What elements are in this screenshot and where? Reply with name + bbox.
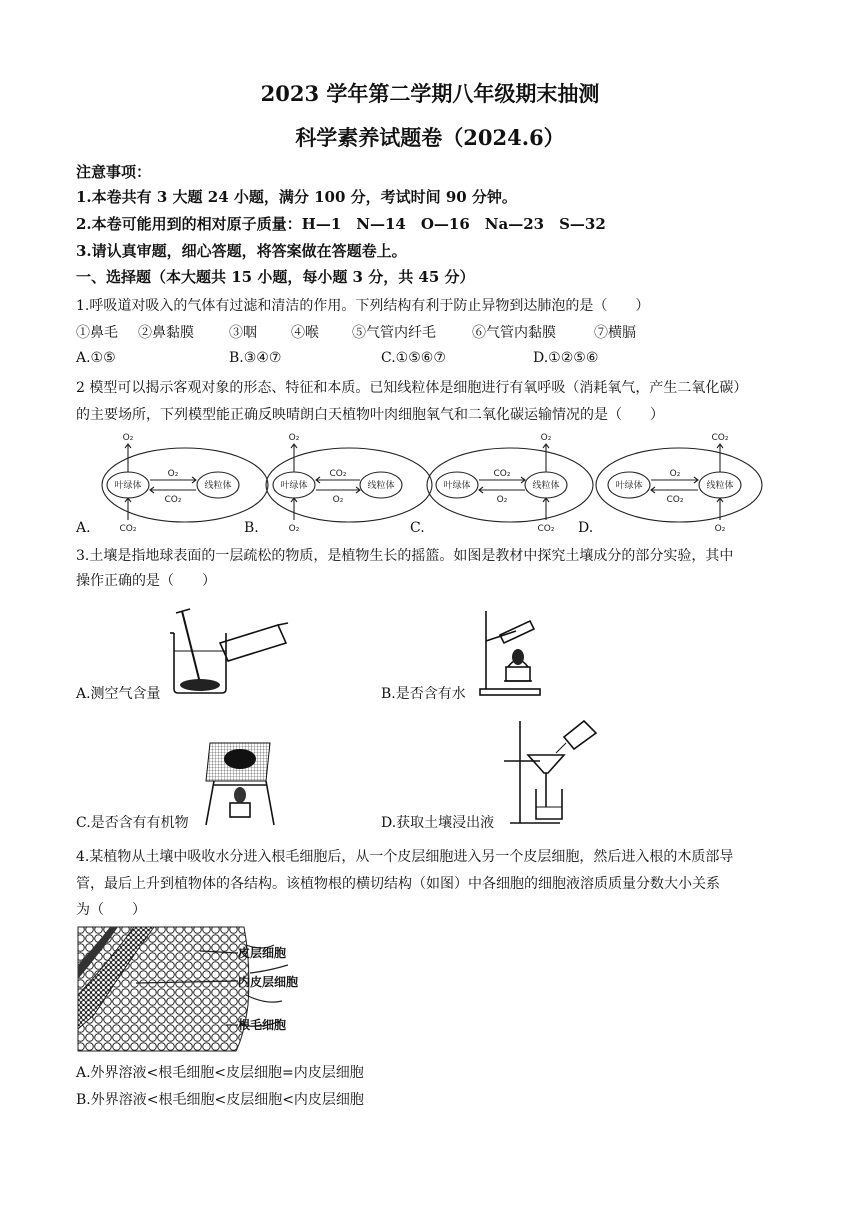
answer-option: A. [76, 520, 91, 536]
co2-label: CO₂ [711, 433, 729, 443]
question-stem: 操作正确的是（ ） [76, 573, 216, 589]
q2-cell-models [0, 428, 860, 538]
q1-item: ②鼻黏膜 [138, 325, 194, 341]
question-stem: 的主要场所，下列模型能正确反映晴朗白天植物叶肉细胞氧气和二氧化碳运输情况的是（ ） [76, 407, 664, 423]
answer-option: A.外界溶液<根毛细胞<皮层细胞=内皮层细胞 [76, 1065, 364, 1081]
o2-label: O₂ [714, 524, 726, 534]
answer-option: A.①⑤ [76, 350, 116, 366]
answer-option: B.外界溶液<根毛细胞<皮层细胞<内皮层细胞 [76, 1092, 364, 1108]
notice-item: 3.请认真审题，细心答题，将答案做在答题卷上。 [76, 242, 407, 260]
chloroplast-label: 叶绿体 [114, 481, 142, 491]
figure-label-endodermis: 内皮层细胞 [238, 975, 299, 989]
o2-label: O₂ [669, 469, 681, 479]
mitochondrion-label: 线粒体 [532, 481, 560, 491]
chloroplast-label: 叶绿体 [443, 481, 471, 491]
o2-label: O₂ [288, 433, 300, 443]
q1-item: ③咽 [229, 325, 257, 341]
notice-item: 2.本卷可能用到的相对原子质量：H—1 N—14 O—16 Na—23 S—32 [76, 215, 606, 233]
question-stem: 2 模型可以揭示客观对象的形态、特征和本质。已知线粒体是细胞进行有氧呼吸（消耗氧气，产生二氧化碳） [76, 380, 748, 396]
experiment-b-figure [470, 605, 560, 697]
q1-item: ⑤气管内纤毛 [352, 325, 436, 341]
notice-item: 1.本卷共有 3 大题 24 小题，满分 100 分，考试时间 90 分钟。 [76, 188, 517, 206]
answer-option: D.①②⑤⑥ [533, 350, 599, 366]
answer-option: C. [410, 520, 425, 536]
answer-option: A.测空气含量 [76, 686, 161, 702]
experiment-a-figure [160, 603, 310, 698]
o2-label: O₂ [122, 433, 134, 443]
mitochondrion-label: 线粒体 [706, 481, 734, 491]
answer-option: D.获取土壤浸出液 [381, 815, 495, 831]
question-stem: 为（ ） [76, 902, 146, 918]
answer-option: B.是否含有水 [381, 686, 466, 702]
answer-option: B.③④⑦ [229, 350, 282, 366]
mitochondrion-label: 线粒体 [367, 481, 395, 491]
co2-label: CO₂ [493, 469, 511, 479]
chloroplast-label: 叶绿体 [615, 481, 643, 491]
q1-item: ⑦横膈 [594, 325, 636, 341]
notice-heading: 注意事项： [76, 163, 152, 181]
figure-label-cortex: 皮层细胞 [238, 946, 287, 960]
co2-label: CO₂ [119, 524, 137, 534]
section-heading: 一、选择题（本大题共 15 小题，每小题 3 分，共 45 分） [76, 268, 475, 286]
co2-label: CO₂ [666, 495, 684, 505]
mitochondrion-label: 线粒体 [204, 481, 232, 491]
q1-item: ①鼻毛 [76, 325, 118, 341]
answer-option: B. [244, 520, 259, 536]
o2-label: O₂ [332, 495, 344, 505]
o2-label: O₂ [496, 495, 508, 505]
page-title: 2023 学年第二学期八年级期末抽测 [260, 81, 600, 106]
question-stem: 管，最后上升到植物体的各结构。该植物根的横切结构（如图）中各细胞的细胞液溶质质量分数大小关系 [76, 876, 720, 892]
co2-label: CO₂ [329, 469, 347, 479]
co2-label: CO₂ [537, 524, 555, 534]
page-subtitle: 科学素养试题卷（2024.6） [295, 125, 565, 150]
experiment-c-figure [200, 737, 280, 827]
o2-label: O₂ [540, 433, 552, 443]
answer-option: C.①⑤⑥⑦ [381, 350, 446, 366]
answer-option: D. [578, 520, 594, 536]
q1-item: ⑥气管内黏膜 [472, 325, 556, 341]
question-stem: 4.某植物从土壤中吸收水分进入根毛细胞后，从一个皮层细胞进入另一个皮层细胞，然后进入根的木质部导 [76, 849, 734, 865]
o2-label: O₂ [167, 469, 179, 479]
experiment-d-figure [500, 715, 600, 830]
q1-item: ④喉 [291, 325, 319, 341]
co2-label: CO₂ [164, 495, 182, 505]
answer-option: C.是否含有有机物 [76, 815, 189, 831]
figure-label-root-hair: 根毛细胞 [238, 1018, 287, 1032]
o2-label: O₂ [288, 524, 300, 534]
question-stem: 1.呼吸道对吸入的气体有过滤和清洁的作用。下列结构有利于防止异物到达肺泡的是（ ） [76, 298, 650, 314]
chloroplast-label: 叶绿体 [280, 481, 308, 491]
root-cross-section-figure [76, 925, 356, 1053]
question-stem: 3.土壤是指地球表面的一层疏松的物质，是植物生长的摇篮。如图是教材中探究土壤成分的部分实验，其中 [76, 548, 734, 564]
